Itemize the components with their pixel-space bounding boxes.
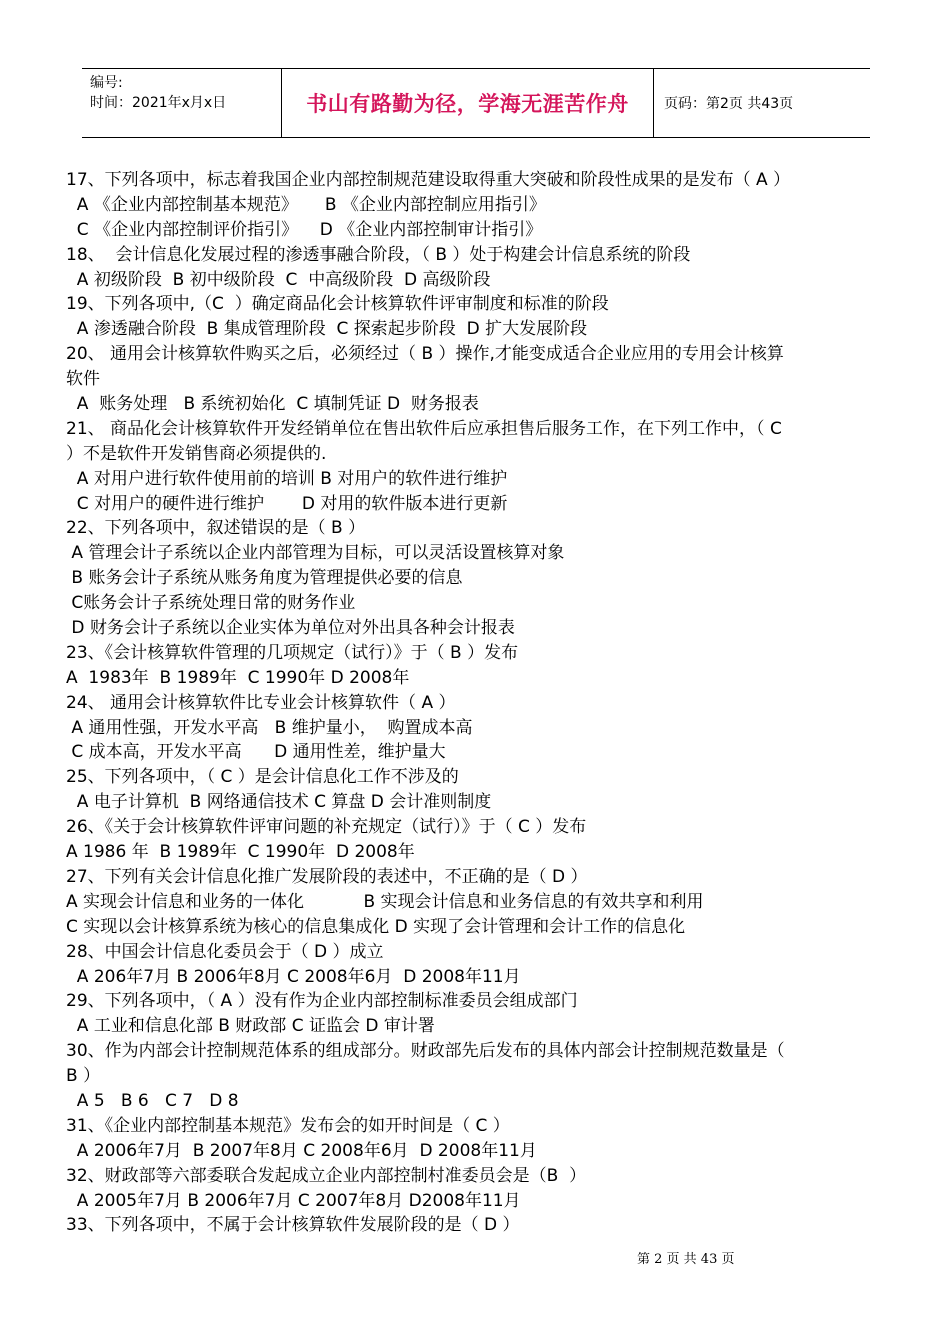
text-line: D 财务会计子系统以企业实体为单位对外出具各种会计报表 bbox=[66, 618, 515, 639]
text-line: A 工业和信息化部 B 财政部 C 证监会 D 审计署 bbox=[66, 1016, 435, 1037]
text-line: A 管理会计子系统以企业内部管理为目标，可以灵活设置核算对象 bbox=[66, 543, 565, 564]
text-line: A 实现会计信息和业务的一体化 B 实现会计信息和业务信息的有效共享和利用 bbox=[66, 891, 704, 912]
page-info: 页码：第2页 共43页 bbox=[664, 96, 794, 112]
number-label: 编号: bbox=[90, 75, 123, 91]
text-line: A 渗透融合阶段 B 集成管理阶段 C 探索起步阶段 D 扩大发展阶段 bbox=[66, 319, 588, 340]
time-label: 时间：2021年x月x日 bbox=[90, 95, 227, 111]
text-line: 22、下列各项中，叙述错误的是（ B ） bbox=[66, 518, 366, 539]
text-line: A 2005年7月 B 2006年7月 C 2007年8月 D2008年11月 bbox=[66, 1190, 521, 1211]
text-line: 32、财政部等六部委联合发起成立企业内部控制村准委员会是（B ） bbox=[66, 1165, 587, 1186]
text-line: 25、下列各项中，（ C ）是会计信息化工作不涉及的 bbox=[66, 767, 459, 788]
text-line: A 《企业内部控制基本规范》 B 《企业内部控制应用指引》 bbox=[66, 194, 546, 215]
text-line: C 《企业内部控制评价指引》 D 《企业内部控制审计指引》 bbox=[66, 219, 543, 240]
text-line: C 成本高，开发水平高 D 通用性差，维护量大 bbox=[66, 742, 446, 763]
text-line: 21、 商品化会计核算软件开发经销单位在售出软件后应承担售后服务工作，在下列工作中，（ C bbox=[66, 418, 782, 439]
text-line: 26、《关于会计核算软件评审问题的补充规定（试行）》于（ C ）发布 bbox=[66, 817, 587, 838]
text-line: 27、下列有关会计信息化推广发展阶段的表述中，不正确的是（ D ） bbox=[66, 866, 588, 887]
text-line: A 1986 年 B 1989年 C 1990年 D 2008年 bbox=[66, 842, 415, 863]
header-meta bbox=[82, 69, 282, 137]
text-line: 30、作为内部会计控制规范体系的组成部分。财政部先后发布的具体内部会计控制规范数量是（ bbox=[66, 1041, 785, 1062]
text-line: C 对用户的硬件进行维护 D 对用的软件版本进行更新 bbox=[66, 493, 508, 514]
text-line: A 通用性强，开发水平高 B 维护量小， 购置成本高 bbox=[66, 717, 473, 738]
text-line: 18、 会计信息化发展过程的渗透事融合阶段，（ B ）处于构建会计信息系统的阶段 bbox=[66, 244, 691, 265]
text-line: A 1983年 B 1989年 C 1990年 D 2008年 bbox=[66, 667, 410, 688]
text-line: A 初级阶段 B 初中级阶段 C 中高级阶段 D 高级阶段 bbox=[66, 269, 491, 290]
text-line: B ） bbox=[66, 1066, 101, 1087]
text-line: A 电子计算机 B 网络通信技术 C 算盘 D 会计准则制度 bbox=[66, 792, 492, 813]
text-line: 33、下列各项中，不属于会计核算软件发展阶段的是（ D ） bbox=[66, 1215, 520, 1236]
text-line: 31、《企业内部控制基本规范》发布会的如开时间是（ C ） bbox=[66, 1115, 510, 1136]
page-header bbox=[82, 68, 870, 138]
text-line: A 5 B 6 C 7 D 8 bbox=[66, 1090, 239, 1111]
text-line: 19、下列各项中,（C ）确定商品化会计核算软件评审制度和标准的阶段 bbox=[66, 294, 609, 315]
text-line: 24、 通用会计核算软件比专业会计核算软件（ A ） bbox=[66, 692, 456, 713]
text-line: C账务会计子系统处理日常的财务作业 bbox=[66, 593, 356, 614]
text-line: 20、 通用会计核算软件购买之后，必须经过（ B ）操作,才能变成适合企业应用的专用会计核算 bbox=[66, 344, 784, 365]
text-line: 29、下列各项中，（ A ）没有作为企业内部控制标准委员会组成部门 bbox=[66, 991, 578, 1012]
text-line: ）不是软件开发销售商必须提供的. bbox=[66, 443, 327, 464]
page-footer: 第 2 页 共 43 页 bbox=[637, 1252, 735, 1267]
text-line: A 2006年7月 B 2007年8月 C 2008年6月 D 2008年11月 bbox=[66, 1140, 537, 1161]
motto: 书山有路勤为径，学海无涯苦作舟 bbox=[306, 92, 629, 116]
text-line: 28、中国会计信息化委员会于（ D ）成立 bbox=[66, 941, 384, 962]
text-line: 17、下列各项中，标志着我国企业内部控制规范建设取得重大突破和阶段性成果的是发布（ A ） bbox=[66, 170, 791, 190]
header-motto-cell bbox=[282, 69, 654, 137]
question-list bbox=[66, 168, 892, 1238]
text-line: C 实现以会计核算系统为核心的信息集成化 D 实现了会计管理和会计工作的信息化 bbox=[66, 916, 686, 937]
text-line: 23、《会计核算软件管理的几项规定（试行）》于（ B ）发布 bbox=[66, 642, 519, 663]
text-line: B 账务会计子系统从账务角度为管理提供必要的信息 bbox=[66, 568, 463, 589]
text-line: 软件 bbox=[66, 369, 100, 390]
text-line: A 206年7月 B 2006年8月 C 2008年6月 D 2008年11月 bbox=[66, 966, 521, 987]
text-line: A 对用户进行软件使用前的培训 B 对用户的软件进行维护 bbox=[66, 468, 508, 489]
text-line: A 账务处理 B 系统初始化 C 填制凭证 D 财务报表 bbox=[66, 394, 479, 415]
